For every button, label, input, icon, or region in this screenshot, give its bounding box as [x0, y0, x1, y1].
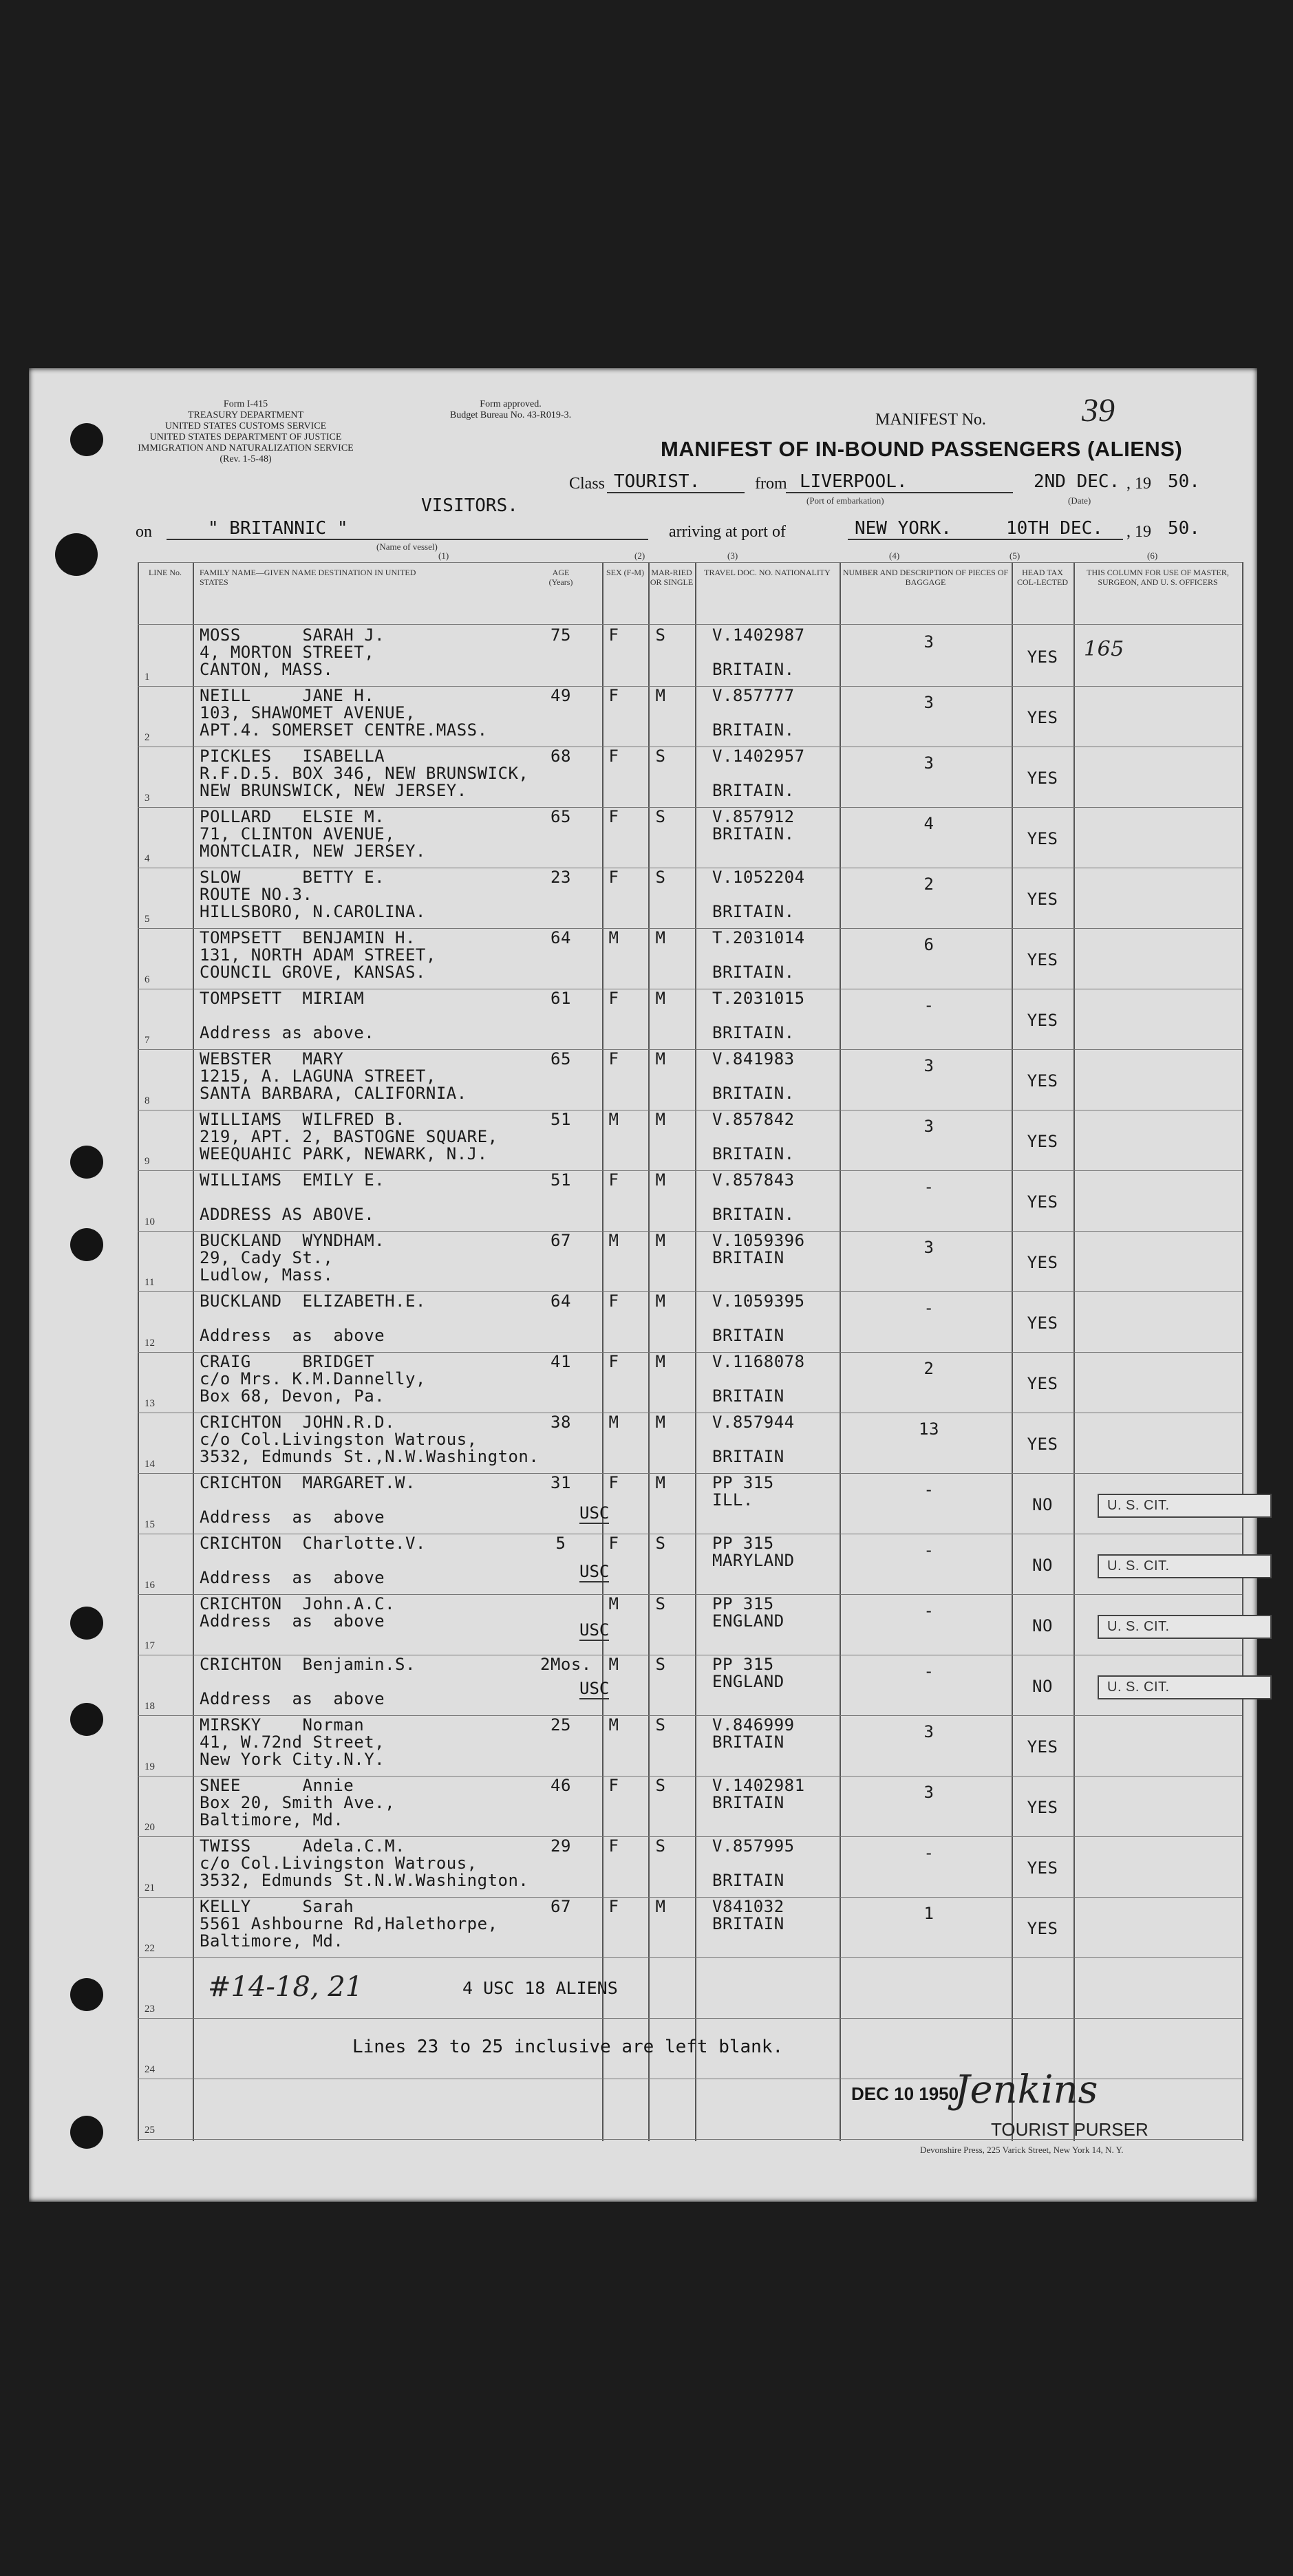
passenger-sex: M [608, 928, 619, 947]
manifest-number-value: 39 [1082, 392, 1115, 429]
head-tax: YES [1027, 1192, 1058, 1212]
table-row [138, 1352, 1242, 1413]
passenger-name-address: MIRSKY Norman 41, W.72nd Street, New York City.N.Y. [200, 1715, 385, 1769]
binder-hole [70, 2116, 103, 2149]
us-citizen-stamp: U. S. CIT. [1098, 1494, 1272, 1518]
passenger-name-address: WEBSTER MARY 1215, A. LAGUNA STREET, SANTA BARBARA, CALIFORNIA. [200, 1049, 467, 1103]
passenger-name-address: SLOW BETTY E. ROUTE NO.3. HILLSBORO, N.CAROLINA. [200, 868, 426, 921]
head-tax: YES [1027, 1374, 1058, 1393]
passenger-sex: F [608, 1170, 619, 1190]
travel-document: PP 315 MARYLAND [712, 1534, 795, 1570]
col-number: (6) [1147, 550, 1158, 561]
passenger-name-address: WILLIAMS WILFRED B. 219, APT. 2, BASTOGNE SQUARE, WEEQUAHIC PARK, NEWARK, N.J. [200, 1110, 498, 1163]
passenger-age: 29 [551, 1836, 571, 1856]
passenger-name-address: CRICHTON Charlotte.V. Address as above [200, 1534, 426, 1587]
passenger-age: 65 [551, 807, 571, 826]
passenger-sex: M [608, 1594, 619, 1613]
head-tax: YES [1027, 1858, 1058, 1878]
col-head-officers: THIS COLUMN FOR USE OF MASTER, SURGEON, AND U. S. OFFICERS [1087, 568, 1229, 587]
marital-status: M [655, 1231, 666, 1250]
line-number: 24 [145, 2064, 155, 2075]
travel-document: V.857912 BRITAIN. [712, 807, 795, 844]
usc-mark: USC [579, 1503, 610, 1523]
approval-line: Form approved. [480, 399, 542, 409]
table-row [138, 989, 1242, 1049]
form-number: Form I-415 [223, 399, 268, 409]
head-tax: YES [1027, 708, 1058, 727]
table-row [138, 868, 1242, 928]
line-number: 25 [145, 2125, 155, 2136]
table-row [138, 1413, 1242, 1473]
baggage-count: - [923, 1843, 934, 1863]
col-head-tax: HEAD TAX COL-LECTED [1017, 568, 1068, 587]
passenger-sex: F [608, 868, 619, 887]
table-row [138, 1776, 1242, 1836]
travel-document: V841032 BRITAIN [712, 1897, 784, 1933]
line-number: 3 [145, 793, 150, 804]
head-tax: NO [1032, 1556, 1053, 1575]
head-tax: YES [1027, 950, 1058, 969]
officer-notation: 165 [1084, 637, 1124, 661]
binder-hole [70, 1228, 103, 1261]
travel-document: PP 315 ILL. [712, 1473, 774, 1510]
us-citizen-stamp: U. S. CIT. [1098, 1615, 1272, 1639]
head-tax: YES [1027, 1253, 1058, 1272]
passenger-name-address: NEILL JANE H. 103, SHAWOMET AVENUE, APT.4. SOMERSET CENTRE.MASS. [200, 686, 488, 740]
line-number: 7 [145, 1035, 150, 1046]
head-tax: YES [1027, 829, 1058, 848]
passenger-name-address: CRICHTON Benjamin.S. Address as above [200, 1655, 416, 1708]
manifest-number-field [875, 392, 1115, 429]
passenger-name-address: CRICHTON JOHN.R.D. c/o Col.Livingston Watrous, 3532, Edmunds St.,N.W.Washington. [200, 1413, 539, 1466]
line-number: 18 [145, 1701, 155, 1712]
usc-mark: USC [579, 1679, 610, 1698]
col-head-sex: SEX (F-M) [606, 568, 644, 577]
baggage-count: 4 [923, 814, 934, 833]
head-tax: YES [1027, 1919, 1058, 1938]
col-number: (4) [889, 550, 900, 561]
passenger-age: 64 [551, 928, 571, 947]
purser-title: TOURIST PURSER [991, 2119, 1148, 2140]
table-row [138, 807, 1242, 868]
table-row [138, 1655, 1242, 1715]
passenger-age: 61 [551, 989, 571, 1008]
passenger-age: 64 [551, 1291, 571, 1311]
passenger-age: 2Mos. [540, 1655, 592, 1674]
on-label: on [136, 523, 152, 541]
passenger-name-address: WILLIAMS EMILY E. ADDRESS AS ABOVE. [200, 1170, 385, 1224]
line-number: 8 [145, 1095, 150, 1106]
col-head-line: LINE No. [149, 568, 182, 577]
passenger-sex: M [608, 1413, 619, 1432]
marital-status: S [655, 807, 666, 826]
marital-status: M [655, 1049, 666, 1069]
passenger-sex: M [608, 1110, 619, 1129]
us-citizen-stamp: U. S. CIT. [1098, 1554, 1272, 1578]
passenger-name-address: BUCKLAND WYNDHAM. 29, Cady St., Ludlow, Mass. [200, 1231, 385, 1285]
arrival-year: 50. [1168, 518, 1200, 539]
manifest-sheet [29, 368, 1257, 2202]
line-number: 14 [145, 1459, 155, 1470]
baggage-count: - [923, 1177, 934, 1196]
passenger-sex: F [608, 989, 619, 1008]
col-number: (2) [634, 550, 645, 561]
col-head-doc: TRAVEL DOC. NO. NATIONALITY [704, 568, 831, 577]
passenger-sex: M [608, 1715, 619, 1735]
passenger-sex: F [608, 1473, 619, 1492]
head-tax: YES [1027, 1011, 1058, 1030]
table-row [138, 1715, 1242, 1776]
baggage-count: 1 [923, 1904, 934, 1923]
table-row [138, 1170, 1242, 1231]
marital-status: M [655, 989, 666, 1008]
from-label: from [755, 475, 787, 493]
passenger-age: 49 [551, 686, 571, 705]
table-row [138, 1110, 1242, 1170]
passenger-sex: F [608, 807, 619, 826]
line-number: 17 [145, 1640, 155, 1651]
arrival-date: 10TH DEC. [1006, 518, 1103, 539]
passenger-name-address: TOMPSETT MIRIAM Address as above. [200, 989, 375, 1042]
arrival-port: NEW YORK. [855, 518, 952, 539]
head-tax: YES [1027, 1313, 1058, 1333]
marital-status: M [655, 1110, 666, 1129]
travel-document: V.1059395 BRITAIN [712, 1291, 805, 1345]
line-number: 20 [145, 1822, 155, 1833]
vessel-name: " BRITANNIC " [208, 518, 348, 539]
binder-hole [70, 1703, 103, 1736]
marital-status: S [655, 625, 666, 645]
table-row [138, 1594, 1242, 1655]
table-row [138, 1534, 1242, 1594]
col-number: (1) [438, 550, 449, 561]
vessel-underline [167, 539, 648, 540]
binder-hole [70, 423, 103, 456]
binder-hole [70, 1978, 103, 2011]
purser-signature: Jenkins [954, 2068, 1098, 2112]
table-row [138, 625, 1242, 686]
passenger-name-address: TOMPSETT BENJAMIN H. 131, NORTH ADAM STREET, COUNCIL GROVE, KANSAS. [200, 928, 436, 982]
baggage-count: - [923, 1601, 934, 1620]
line-number: 10 [145, 1216, 155, 1227]
agency-line: UNITED STATES DEPARTMENT OF JUSTICE [149, 432, 342, 442]
line-number: 19 [145, 1761, 155, 1772]
passenger-table [138, 562, 1242, 2141]
row-divider [138, 624, 1242, 625]
passenger-sex: F [608, 686, 619, 705]
passenger-name-address: PICKLES ISABELLA R.F.D.5. BOX 346, NEW BRUNSWICK, NEW BRUNSWICK, NEW JERSEY. [200, 747, 529, 800]
col-head-baggage: NUMBER AND DESCRIPTION OF PIECES OF BAGGAGE [842, 568, 1009, 587]
line-number: 13 [145, 1398, 155, 1409]
class-underline [607, 492, 745, 493]
baggage-count: 3 [923, 632, 934, 652]
baggage-count: 3 [923, 753, 934, 773]
line-number: 2 [145, 732, 150, 743]
marital-status: M [655, 1897, 666, 1916]
passenger-sex: F [608, 1776, 619, 1795]
col-number: (3) [727, 550, 738, 561]
passenger-sex: F [608, 625, 619, 645]
passenger-age: 51 [551, 1110, 571, 1129]
passenger-name-address: POLLARD ELSIE M. 71, CLINTON AVENUE, MONTCLAIR, NEW JERSEY. [200, 807, 426, 861]
line-number: 16 [145, 1580, 155, 1591]
marital-status: M [655, 1473, 666, 1492]
binder-hole [70, 1146, 103, 1179]
baggage-count: - [923, 1480, 934, 1499]
baggage-count: 13 [919, 1419, 939, 1439]
travel-document: V.846999 BRITAIN [712, 1715, 795, 1752]
travel-document: V.1402981 BRITAIN [712, 1776, 805, 1812]
passenger-age: 38 [551, 1413, 571, 1432]
head-tax: YES [1027, 769, 1058, 788]
alien-count: 4 USC 18 ALIENS [462, 1978, 618, 1998]
passenger-age: 75 [551, 625, 571, 645]
passenger-name-address: CRICHTON MARGARET.W. Address as above [200, 1473, 416, 1527]
passenger-sex: F [608, 1049, 619, 1069]
column-divider [1242, 562, 1243, 2141]
baggage-count: - [923, 1541, 934, 1560]
passenger-sex: F [608, 747, 619, 766]
arriving-label: arriving at port of [669, 523, 786, 541]
passenger-name-address: SNEE Annie Box 20, Smith Ave., Baltimore, Md. [200, 1776, 396, 1829]
marital-status: S [655, 868, 666, 887]
table-row [138, 1049, 1242, 1110]
blank-lines-note: Lines 23 to 25 inclusive are left blank. [352, 2037, 784, 2057]
baggage-count: 3 [923, 1056, 934, 1075]
line-number: 5 [145, 914, 150, 925]
marital-status: M [655, 1291, 666, 1311]
baggage-count: - [923, 1298, 934, 1318]
passenger-age: 67 [551, 1231, 571, 1250]
travel-document: V.857995 BRITAIN [712, 1836, 795, 1890]
marital-status: M [655, 1170, 666, 1190]
us-citizen-stamp: U. S. CIT. [1098, 1675, 1272, 1699]
passenger-name-address: KELLY Sarah 5561 Ashbourne Rd,Halethorpe, Baltimore, Md. [200, 1897, 498, 1951]
form-approval [414, 399, 607, 421]
table-row [138, 686, 1242, 747]
travel-document: V.841983 BRITAIN. [712, 1049, 795, 1103]
line-number: 21 [145, 1882, 155, 1893]
baggage-count: 2 [923, 874, 934, 894]
line-number: 22 [145, 1943, 155, 1954]
form-agency-header [136, 399, 356, 465]
revision-line: (Rev. 1-5-48) [220, 454, 272, 464]
table-row [138, 1473, 1242, 1534]
passenger-age: 41 [551, 1352, 571, 1371]
passenger-sex: F [608, 1291, 619, 1311]
passenger-age: 5 [555, 1534, 566, 1553]
passenger-sex: M [608, 1231, 619, 1250]
port-caption: (Port of embarkation) [806, 495, 884, 506]
passenger-sex: F [608, 1836, 619, 1856]
head-tax: YES [1027, 1435, 1058, 1454]
travel-document: V.1402987 BRITAIN. [712, 625, 805, 679]
passenger-age: 67 [551, 1897, 571, 1916]
line-number: 23 [145, 2004, 155, 2015]
marital-status: S [655, 747, 666, 766]
travel-document: V.1402957 BRITAIN. [712, 747, 805, 800]
year-prefix: , 19 [1126, 475, 1151, 493]
marital-status: S [655, 1836, 666, 1856]
passenger-age: 65 [551, 1049, 571, 1069]
handwritten-tally: #14-18, 21 [208, 1971, 363, 2003]
marital-status: S [655, 1534, 666, 1553]
class-value: TOURIST. [614, 471, 701, 492]
col-head-married: MAR-RIED OR SINGLE [650, 568, 694, 587]
line-number: 12 [145, 1338, 155, 1349]
line-number: 9 [145, 1156, 150, 1167]
head-tax: YES [1027, 1071, 1058, 1091]
row-divider [138, 562, 1242, 563]
marital-status: S [655, 1594, 666, 1613]
departure-year: 50. [1168, 471, 1200, 492]
travel-document: T.2031015 BRITAIN. [712, 989, 805, 1042]
marital-status: S [655, 1776, 666, 1795]
line-number: 4 [145, 853, 150, 864]
head-tax: NO [1032, 1495, 1053, 1514]
baggage-count: 3 [923, 1238, 934, 1257]
agency-line: UNITED STATES CUSTOMS SERVICE [164, 421, 327, 431]
passenger-age: 31 [551, 1473, 571, 1492]
passenger-age: 51 [551, 1170, 571, 1190]
class-label: Class [569, 475, 606, 493]
col-head-age: AGE (Years) [548, 568, 573, 587]
line-number: 11 [145, 1277, 155, 1288]
marital-status: M [655, 1352, 666, 1371]
passenger-sex: M [608, 1655, 619, 1674]
page-title: MANIFEST OF IN-BOUND PASSENGERS (ALIENS) [661, 437, 1183, 461]
vessel-caption: (Name of vessel) [376, 541, 438, 552]
head-tax: NO [1032, 1616, 1053, 1635]
vessel-note: VISITORS. [421, 495, 518, 516]
printer-imprint: Devonshire Press, 225 Varick Street, New York 14, N. Y. [920, 2145, 1124, 2155]
arrival-underline [848, 539, 1123, 540]
baggage-count: - [923, 996, 934, 1015]
travel-document: V.857843 BRITAIN. [712, 1170, 795, 1224]
travel-document: V.857777 BRITAIN. [712, 686, 795, 740]
travel-document: T.2031014 BRITAIN. [712, 928, 805, 982]
travel-document: V.1168078 BRITAIN [712, 1352, 805, 1406]
travel-document: PP 315 ENGLAND [712, 1594, 784, 1631]
baggage-count: 3 [923, 1117, 934, 1136]
travel-document: V.857842 BRITAIN. [712, 1110, 795, 1163]
marital-status: M [655, 928, 666, 947]
head-tax: YES [1027, 890, 1058, 909]
passenger-name-address: CRICHTON John.A.C. Address as above [200, 1594, 396, 1631]
head-tax: YES [1027, 1132, 1058, 1151]
marital-status: S [655, 1655, 666, 1674]
passenger-sex: F [608, 1897, 619, 1916]
marital-status: M [655, 686, 666, 705]
year-prefix: , 19 [1126, 523, 1151, 541]
passenger-name-address: MOSS SARAH J. 4, MORTON STREET, CANTON, MASS. [200, 625, 385, 679]
passenger-age: 25 [551, 1715, 571, 1735]
marital-status: S [655, 1715, 666, 1735]
col-head-name: FAMILY NAME—GIVEN NAME DESTINATION IN UNITED STATES [200, 568, 416, 587]
table-row [138, 1291, 1242, 1352]
date-caption: (Date) [1068, 495, 1091, 506]
table-row [138, 928, 1242, 989]
agency-line: IMMIGRATION AND NATURALIZATION SERVICE [138, 443, 354, 453]
marital-status: M [655, 1413, 666, 1432]
travel-document: V.1059396 BRITAIN [712, 1231, 805, 1267]
baggage-count: - [923, 1662, 934, 1681]
head-tax: YES [1027, 1737, 1058, 1757]
travel-document: V.857944 BRITAIN [712, 1413, 795, 1466]
binder-hole [70, 1607, 103, 1640]
line-number: 6 [145, 974, 150, 985]
head-tax: YES [1027, 647, 1058, 667]
from-underline [786, 492, 1013, 493]
usc-mark: USC [579, 1562, 610, 1581]
departure-date: 2ND DEC. [1034, 471, 1120, 492]
date-stamp: DEC 10 1950 [851, 2083, 959, 2104]
binder-hole [55, 533, 98, 576]
baggage-count: 3 [923, 1722, 934, 1741]
agency-line: TREASURY DEPARTMENT [187, 410, 304, 420]
passenger-age: 68 [551, 747, 571, 766]
table-row [138, 1836, 1242, 1897]
table-row [138, 1231, 1242, 1291]
passenger-age: 23 [551, 868, 571, 887]
passenger-name-address: CRAIG BRIDGET c/o Mrs. K.M.Dannelly, Box 68, Devon, Pa. [200, 1352, 426, 1406]
table-row [138, 747, 1242, 807]
manifest-number-label: MANIFEST No. [875, 411, 986, 429]
baggage-count: 2 [923, 1359, 934, 1378]
from-value: LIVERPOOL. [800, 471, 908, 492]
line-number: 1 [145, 672, 150, 683]
baggage-count: 3 [923, 1783, 934, 1802]
passenger-sex: F [608, 1534, 619, 1553]
line-number: 15 [145, 1519, 155, 1530]
table-row [138, 1897, 1242, 1957]
baggage-count: 6 [923, 935, 934, 954]
passenger-name-address: BUCKLAND ELIZABETH.E. Address as above [200, 1291, 426, 1345]
passenger-sex: F [608, 1352, 619, 1371]
col-number: (5) [1009, 550, 1020, 561]
passenger-name-address: TWISS Adela.C.M. c/o Col.Livingston Watrous, 3532, Edmunds St.N.W.Washington. [200, 1836, 529, 1890]
head-tax: YES [1027, 1798, 1058, 1817]
budget-bureau-line: Budget Bureau No. 43-R019-3. [449, 410, 572, 420]
baggage-count: 3 [923, 693, 934, 712]
usc-mark: USC [579, 1620, 610, 1640]
head-tax: NO [1032, 1677, 1053, 1696]
travel-document: V.1052204 BRITAIN. [712, 868, 805, 921]
travel-document: PP 315 ENGLAND [712, 1655, 784, 1691]
passenger-age: 46 [551, 1776, 571, 1795]
